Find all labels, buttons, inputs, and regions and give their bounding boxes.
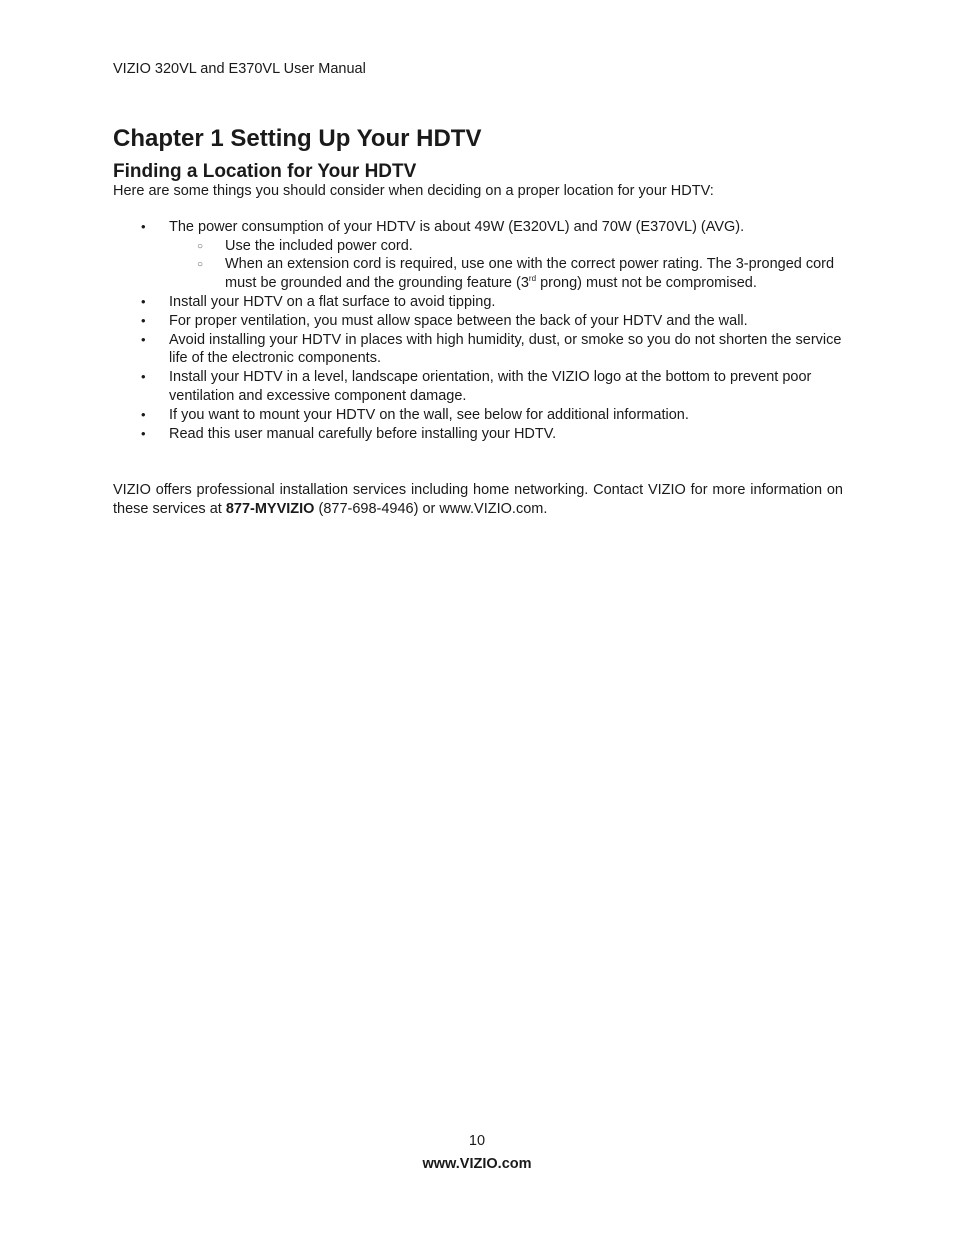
- manual-header: VIZIO 320VL and E370VL User Manual: [113, 61, 366, 77]
- sub-list-item: [113, 237, 843, 256]
- sub-list-item: [113, 255, 843, 292]
- footer-url: www.VIZIO.com: [422, 1156, 532, 1172]
- page-number: 10: [468, 1133, 486, 1149]
- chapter-title: Chapter 1 Setting Up Your HDTV: [113, 125, 482, 152]
- installation-services-paragraph: VIZIO offers professional installation services including home networking. Contact VIZIO for more information on these services at 877-MYVIZIO (877-698-4946) or www.VIZIO.com.: [113, 482, 843, 517]
- list-item-text: Install your HDTV in a level, landscape orientation, with the VIZIO logo at the bottom to prevent poor ventilation and excessive component damage.: [169, 369, 812, 404]
- list-item: [113, 293, 843, 312]
- list-item: [113, 312, 843, 331]
- list-item: [113, 331, 843, 368]
- considerations-list: [113, 218, 843, 444]
- phone-name: 877-MYVIZIO: [225, 500, 315, 517]
- list-item-text: If you want to mount your HDTV on the wall, see below for additional information.: [169, 406, 689, 423]
- list-item-text: For proper ventilation, you must allow space between the back of your HDTV and the wall.: [169, 312, 748, 329]
- list-item-text: The power consumption of your HDTV is about 49W (E320VL) and 70W (E370VL) (AVG).: [169, 219, 745, 235]
- list-item: [113, 368, 843, 405]
- sub-list-item-text: ○ Use the included power cord.: [225, 237, 413, 254]
- list-item-text: Avoid installing your HDTV in places with high humidity, dust, or smoke so you do not shorten the service life of the electronic components.: [169, 331, 842, 366]
- sub-list-item-text: ○ When an extension cord is required, use one with the correct power rating. The 3-pronged cord must be grounded and the grounding feature (3rd prong) must not be compromised.: [225, 256, 835, 291]
- list-item: [113, 218, 843, 292]
- list-item: [113, 425, 843, 444]
- list-item-text: Read this user manual carefully before installing your HDTV.: [169, 425, 557, 442]
- section-title: Finding a Location for Your HDTV: [113, 161, 417, 182]
- section-intro: Here are some things you should consider when deciding on a proper location for your HDTV:: [113, 183, 714, 199]
- list-item: [113, 406, 843, 425]
- list-item-text: Install your HDTV on a flat surface to avoid tipping.: [169, 293, 496, 310]
